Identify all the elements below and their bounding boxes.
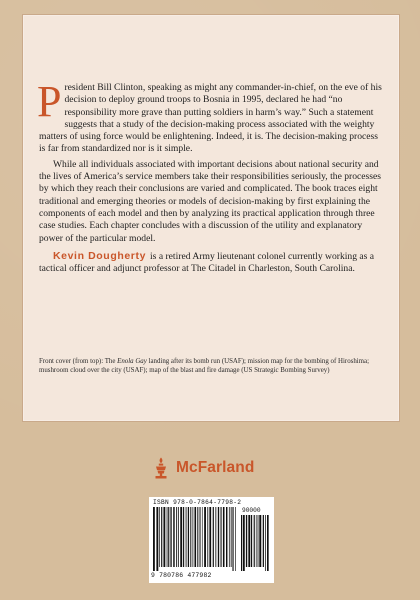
barcode-bar — [190, 507, 191, 567]
barcode-bar — [204, 507, 206, 567]
barcode-bar — [256, 515, 257, 567]
cover-credits — [39, 357, 379, 375]
barcode-bar — [159, 507, 160, 567]
barcode-bar — [207, 507, 208, 567]
barcode-bar — [221, 507, 222, 567]
barcode-bar — [180, 507, 182, 567]
barcode-bar — [251, 515, 252, 567]
barcode-bar — [259, 515, 261, 567]
barcode-bar — [226, 507, 227, 567]
barcode-bar — [246, 515, 247, 567]
publisher-logo — [149, 456, 279, 480]
barcode-bar — [232, 507, 233, 571]
addon-barcode-bars — [241, 515, 271, 571]
isbn-label: ISBN 978-0-7864-7798-2 — [153, 499, 242, 506]
barcode-bar — [168, 507, 169, 567]
barcode-bar — [218, 507, 219, 567]
author-name: Kevin Dougherty — [53, 249, 147, 262]
barcode-bar — [156, 507, 158, 571]
publisher-name: McFarland — [176, 459, 255, 476]
barcode-bar — [193, 507, 194, 567]
barcode-bar — [178, 507, 179, 567]
credits-italic: Enola Gay — [117, 358, 147, 365]
author-bio — [39, 250, 382, 276]
barcode-bar — [263, 515, 264, 567]
barcode-bar — [176, 507, 177, 567]
price-code: 90000 — [242, 507, 261, 514]
barcode-bar — [186, 507, 187, 567]
drop-cap: P — [37, 77, 62, 126]
ean-digits: 9 780786 477982 — [151, 572, 212, 579]
barcode-bar — [194, 507, 196, 567]
blurb-paragraph-1-text: resident Bill Clinton, speaking as might any commander-in-chief, on the eve of his decision to deploy ground troops to Bosnia in 1995, declared he had “no responsibility more grave than putting soldiers in harm’s way.” Such a statement suggests that a study of the decision-making process associated with the weighty matters of using force would be enlightening. Indeed, it is. The decision-making process is far from standardized nor is it simple. — [39, 82, 382, 155]
barcode-bar — [163, 507, 165, 567]
barcode-bar — [197, 507, 198, 567]
barcode-bar — [209, 507, 211, 567]
barcode-bar — [153, 507, 155, 571]
barcode-bar — [254, 515, 255, 567]
barcode-bar — [265, 515, 266, 571]
barcode-bar — [183, 507, 184, 567]
barcode-bar — [258, 515, 259, 567]
barcode-bar — [223, 507, 225, 567]
barcode-bar — [202, 507, 203, 567]
credits-prefix: Front cover (from top): The — [39, 358, 118, 365]
author-bio-text: is a retired Army lieutenant colonel currently working as a tactical officer and adjunct professor at The Citadel in Charleston, South Carolina. — [39, 250, 375, 275]
barcode-bar — [161, 507, 162, 567]
barcode-bar — [170, 507, 171, 567]
barcode-bar — [235, 507, 236, 571]
ean-barcode-bars — [153, 507, 239, 571]
lamp-icon — [149, 456, 173, 480]
blurb-paragraph-1 — [37, 77, 382, 156]
barcode-bar — [229, 507, 230, 567]
barcode-bar — [243, 515, 245, 571]
blurb — [37, 77, 382, 275]
barcode-bar — [213, 507, 214, 567]
barcode-bar — [267, 515, 269, 571]
barcode-bar — [200, 507, 201, 567]
barcode-bar — [241, 515, 242, 571]
barcode-bar — [167, 507, 168, 567]
credits-rest: landing after its bomb run (USAF); mission map for the bombing of Hiroshima; mushroom cloud over the city (USAF); map of the blast and fire damage (US Strategic Bombing Survey) — [39, 358, 370, 374]
barcode-bar — [173, 507, 174, 567]
barcode — [149, 497, 274, 583]
barcode-bar — [231, 507, 232, 567]
barcode-bar — [248, 515, 250, 567]
blurb-paragraph-2: While all individuals associated with important decisions about national security and the lives of America’s service members take their responsibilities seriously, the processes by which they reach their conclusions are varied and complicated. The book traces eight traditional and emerging theories or models of decision-making by first explaining the components of each model and then by analyzing its practical application through three case studies. Each chapter concludes with a discussion of the utility and explanatory power of the particular model. — [39, 158, 381, 244]
barcode-bar — [215, 507, 216, 567]
barcode-bar — [188, 507, 189, 567]
